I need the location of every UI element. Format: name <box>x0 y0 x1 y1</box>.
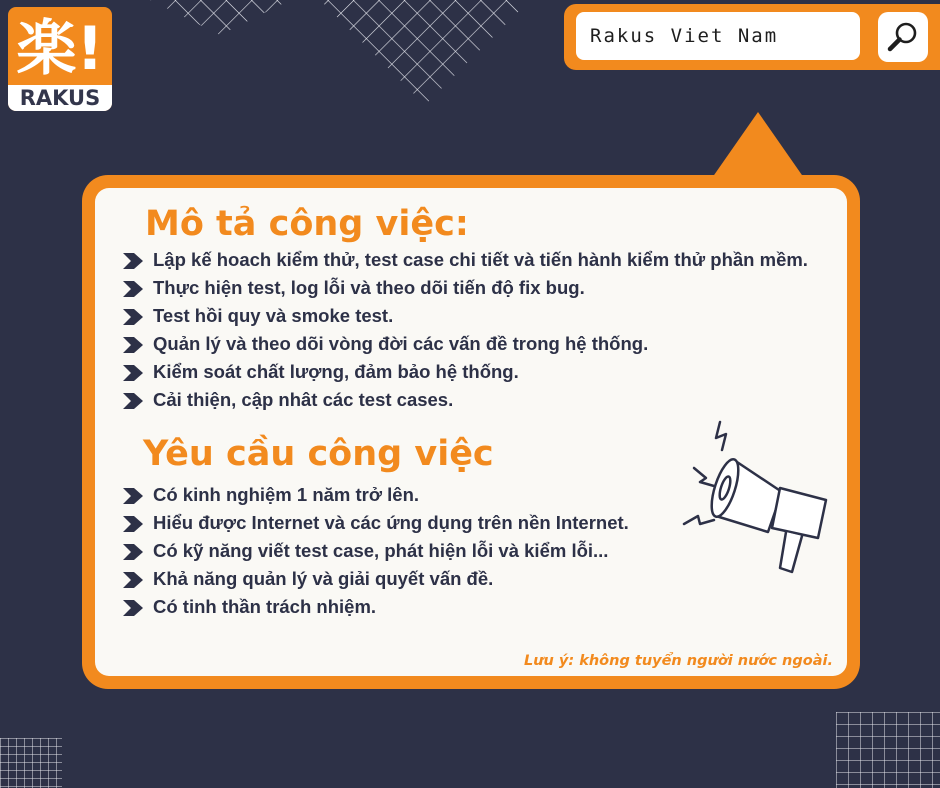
chevron-right-icon <box>123 516 143 532</box>
search-input[interactable] <box>576 12 860 60</box>
chevron-right-icon <box>123 365 143 381</box>
job-description-title: Mô tả công việc: <box>145 204 469 244</box>
note-text: Lưu ý: không tuyển người nước ngoài. <box>523 653 833 669</box>
chevron-right-icon <box>123 488 143 504</box>
list-item: Có kỹ năng viết test case, phát hiện lỗi và kiểm lỗi... <box>123 537 629 565</box>
list-item: Hiểu được Internet và các ứng dụng trên nền Internet. <box>123 509 629 537</box>
list-item: Thực hiện test, log lỗi và theo dõi tiến độ fix bug. <box>123 274 808 302</box>
megaphone-icon <box>676 420 836 580</box>
chevron-right-icon <box>123 337 143 353</box>
list-item: Quản lý và theo dõi vòng đời các vấn đề trong hệ thống. <box>123 330 808 358</box>
search-bar <box>564 4 940 70</box>
job-description-list <box>123 246 808 414</box>
job-requirements-title: Yêu cầu công việc <box>143 434 494 474</box>
chevron-right-icon <box>123 393 143 409</box>
list-item: Kiểm soát chất lượng, đảm bảo hệ thống. <box>123 358 808 386</box>
logo-wordmark: RAKUS <box>8 85 112 111</box>
list-item: Lập kế hoach kiểm thử, test case chi tiết và tiến hành kiểm thử phần mềm. <box>123 246 808 274</box>
search-button[interactable] <box>878 12 928 62</box>
chevron-right-icon <box>123 309 143 325</box>
chevron-right-icon <box>123 572 143 588</box>
list-item: Khả năng quản lý và giải quyết vấn đề. <box>123 565 629 593</box>
list-item: Test hồi quy và smoke test. <box>123 302 808 330</box>
search-icon <box>886 20 920 54</box>
job-requirements-list <box>123 481 629 621</box>
chevron-right-icon <box>123 600 143 616</box>
list-item: Có tinh thần trách nhiệm. <box>123 593 629 621</box>
grid-pattern-bottom-left <box>0 738 62 788</box>
chevron-right-icon <box>123 253 143 269</box>
list-item: Có kinh nghiệm 1 năm trở lên. <box>123 481 629 509</box>
grid-pattern-bottom-right <box>836 712 940 788</box>
chevron-right-icon <box>123 281 143 297</box>
list-item: Cải thiện, cập nhât các test cases. <box>123 386 808 414</box>
logo-mark: 楽! <box>16 14 104 84</box>
chevron-right-icon <box>123 544 143 560</box>
